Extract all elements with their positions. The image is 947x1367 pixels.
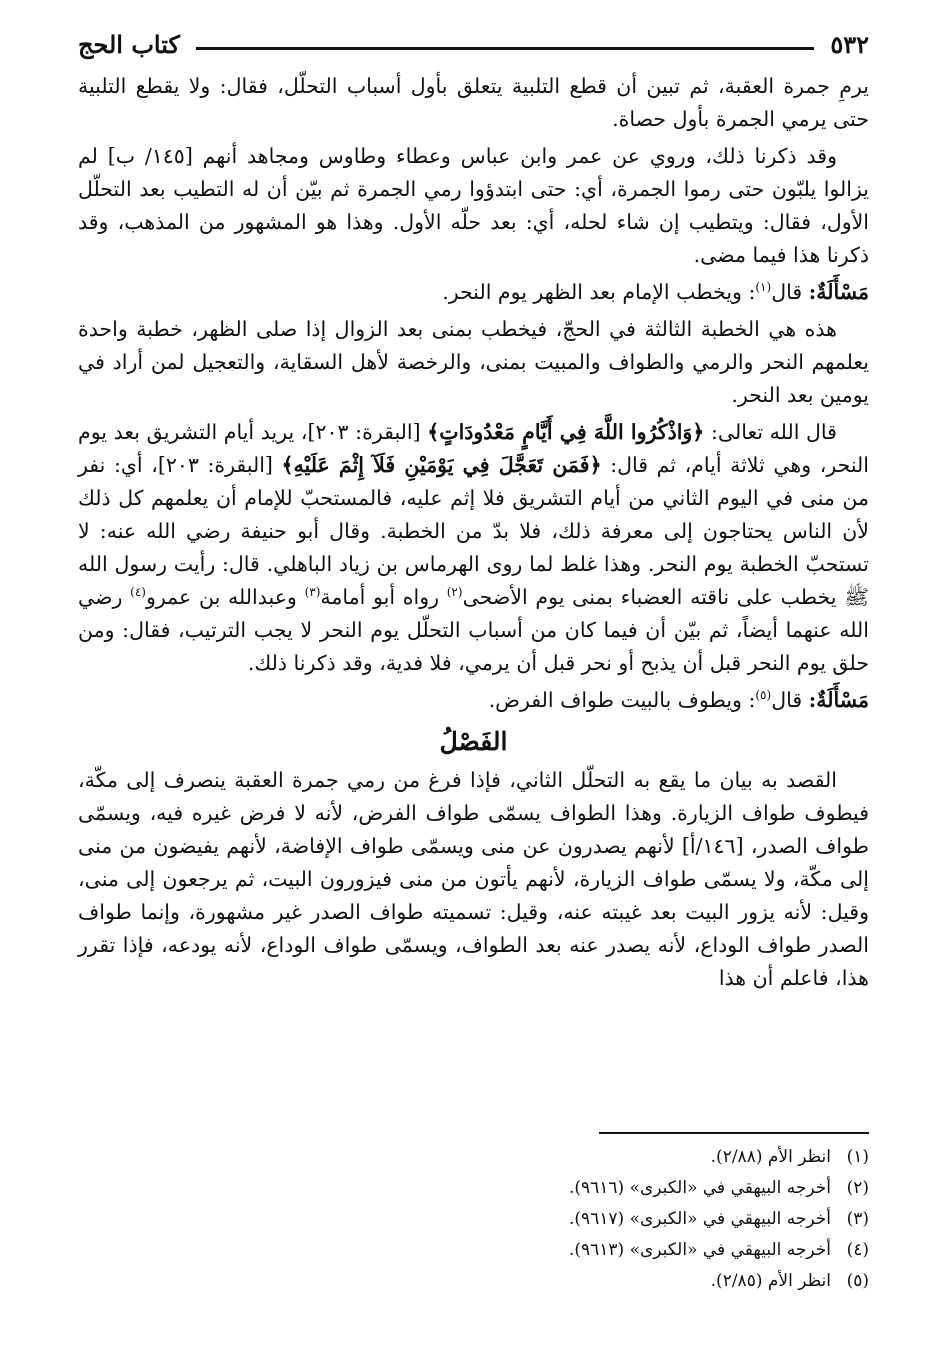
quran-verse: ﴿فَمَن تَعَجَّلَ فِي يَوْمَيْنِ فَلَآ إِثْمَ عَلَيْهِ﴾ [281, 453, 602, 477]
footnote [78, 1142, 869, 1173]
footnote-ref-1: (١) [755, 280, 772, 295]
footnote-ref-2: (٢) [446, 585, 463, 600]
paragraph-1: يرمِ جمرة العقبة، ثم تبين أن قطع التلبية يتعلق بأول أسباب التحلّل، فقال: ولا يقطع التلبية حتى يرمي الجمرة بأول حصاة. [78, 74, 869, 131]
footnote-text: انظر الأم (٢/٨٨). [710, 1147, 831, 1167]
paragraph-4 [78, 416, 869, 680]
book-title: كتاب الحج [78, 29, 180, 59]
footnote-text: أخرجه البيهقي في «الكبرى» (٩٦١٣). [568, 1240, 831, 1260]
page-header [78, 24, 869, 64]
text-segment: رواه أبو أمامة [320, 585, 439, 609]
footnote-text: انظر الأم (٢/٨٥). [710, 1271, 831, 1291]
text-segment: [البقرة: ٢٠٣]، يريد أيام التشريق بعد يوم النحر، وهي ثلاثة أيام، ثم قال: [78, 420, 869, 477]
footnote-number: (٤) [846, 1240, 869, 1260]
text-segment: [البقرة: ٢٠٣]، أي: نفر من منى في اليوم الثاني من أيام التشريق فلا إثم عليه، فالمستحبّ للإمام أن يعلمهم كل ذلك لأن الناس يحتاجون إلى معرفة ذلك، فلا بدّ من الخطبة. وقال أبو حنيفة رضي الله عنه: لا تستحبّ الخطبة يوم النحر. وهذا غلط لما روى الهرماس بن زياد الباهلي. قال: رأيت رسول الله ﷺ يخطب على ناقته العضباء بمنى يوم الأضحى [78, 453, 869, 609]
main-text [78, 70, 869, 995]
footnote [78, 1266, 869, 1297]
footnote-number: (٥) [846, 1271, 869, 1291]
masala-2 [78, 684, 869, 717]
masala-label: مَسْأَلَةٌ: [808, 688, 869, 712]
footnotes [78, 1142, 869, 1297]
page-number: ٥٣٢ [830, 29, 869, 59]
footnote-text: أخرجه البيهقي في «الكبرى» (٩٦١٧). [568, 1209, 831, 1229]
text-segment: رضي الله عنهما أيضاً، ثم بيّن أن فيما كان من أسباب التحلّل يوم النحر لا يجب الترتيب، فقال: ومن حلق يوم النحر قبل أن يذبح أو نحر قبل أن يرمي، فلا فدية، وقد ذكرنا ذلك. [78, 585, 869, 675]
masala-label: مَسْأَلَةٌ: [808, 280, 869, 304]
paragraph-5: القصد به بيان ما يقع به التحلّل الثاني، فإذا فرغ من رمي جمرة العقبة ينصرف إلى مكّة، فيطوف طواف الزيارة. وهذا الطواف يسمّى طواف الفرض، لأنه لا فرض غيره فيه، ويسمّى طواف الصدر، [١٤٦/أ] لأنهم يصدرون عن منى ويسمّى طواف الإفاضة، لأنهم يفيضون من منى إلى مكّة، ولا يسمّى طواف الزيارة، لأنهم يأتون من منى فيزورون البيت، ثم يرجعون إلى منى، وقيل: لأنه يزور البيت بعد غيبته عنه، وقيل: تسميته طواف الصدر غير مشهورة، وإنما طواف الصدر طواف الوداع، لأنه يصدر عنه بعد الطواف، ويسمّى طواف الوداع، لأنه يودعه، فإذا تقرر هذا، فاعلم أن هذا [78, 768, 869, 990]
masala-qal: قال [771, 280, 803, 304]
paragraph-3: هذه هي الخطبة الثالثة في الحجّ، فيخطب بمنى بعد الزوال إذا صلى الظهر، خطبة واحدة يعلمهم النحر والرمي والطواف والمبيت بمنى، والرخصة لأهل السقاية، والتعجيل لمن أراد في يومين بعد النحر. [78, 317, 869, 407]
text-segment: قال الله تعالى: [710, 420, 837, 444]
header-rule [196, 47, 814, 50]
footnote [78, 1235, 869, 1266]
footnote [78, 1204, 869, 1235]
masala-1 [78, 276, 869, 309]
footnote-rule [599, 1132, 869, 1134]
paragraph-2: وقد ذكرنا ذلك، وروي عن عمر وابن عباس وعطاء وطاوس ومجاهد أنهم [١٤٥/ ب] لم يزالوا يلبّون حتى رموا الجمرة، أي: حتى ابتدؤوا رمي الجمرة ثم بيّن أن له التطيب بعد التحلّل الأول، فقال: ويتطيب إن شاء لحله، أي: بعد حلّه الأول. وهذا هو المشهور من المذهب، وقد ذكرنا هذا فيما مضى. [78, 144, 869, 267]
footnote [78, 1173, 869, 1204]
footnote-number: (١) [846, 1147, 869, 1167]
footnote-number: (٣) [846, 1209, 869, 1229]
masala-text: : ويخطب الإمام بعد الظهر يوم النحر. [442, 280, 756, 304]
text-segment: وعبدالله بن عمرو [145, 585, 297, 609]
footnote-ref-5: (٥) [755, 688, 772, 703]
footnote-number: (٢) [846, 1178, 869, 1198]
footnote-ref-3: (٣) [304, 585, 321, 600]
section-title: الفَصْلُ [439, 727, 508, 756]
masala-text: : ويطوف بالبيت طواف الفرض. [488, 688, 756, 712]
masala-qal: قال [771, 688, 803, 712]
quran-verse: ﴿وَاذْكُرُوا اللَّهَ فِي أَيَّامٍ مَعْدُودَاتٍ﴾ [427, 420, 705, 444]
footnote-text: أخرجه البيهقي في «الكبرى» (٩٦١٦). [568, 1178, 831, 1198]
footnote-ref-4: (٤) [130, 585, 146, 600]
